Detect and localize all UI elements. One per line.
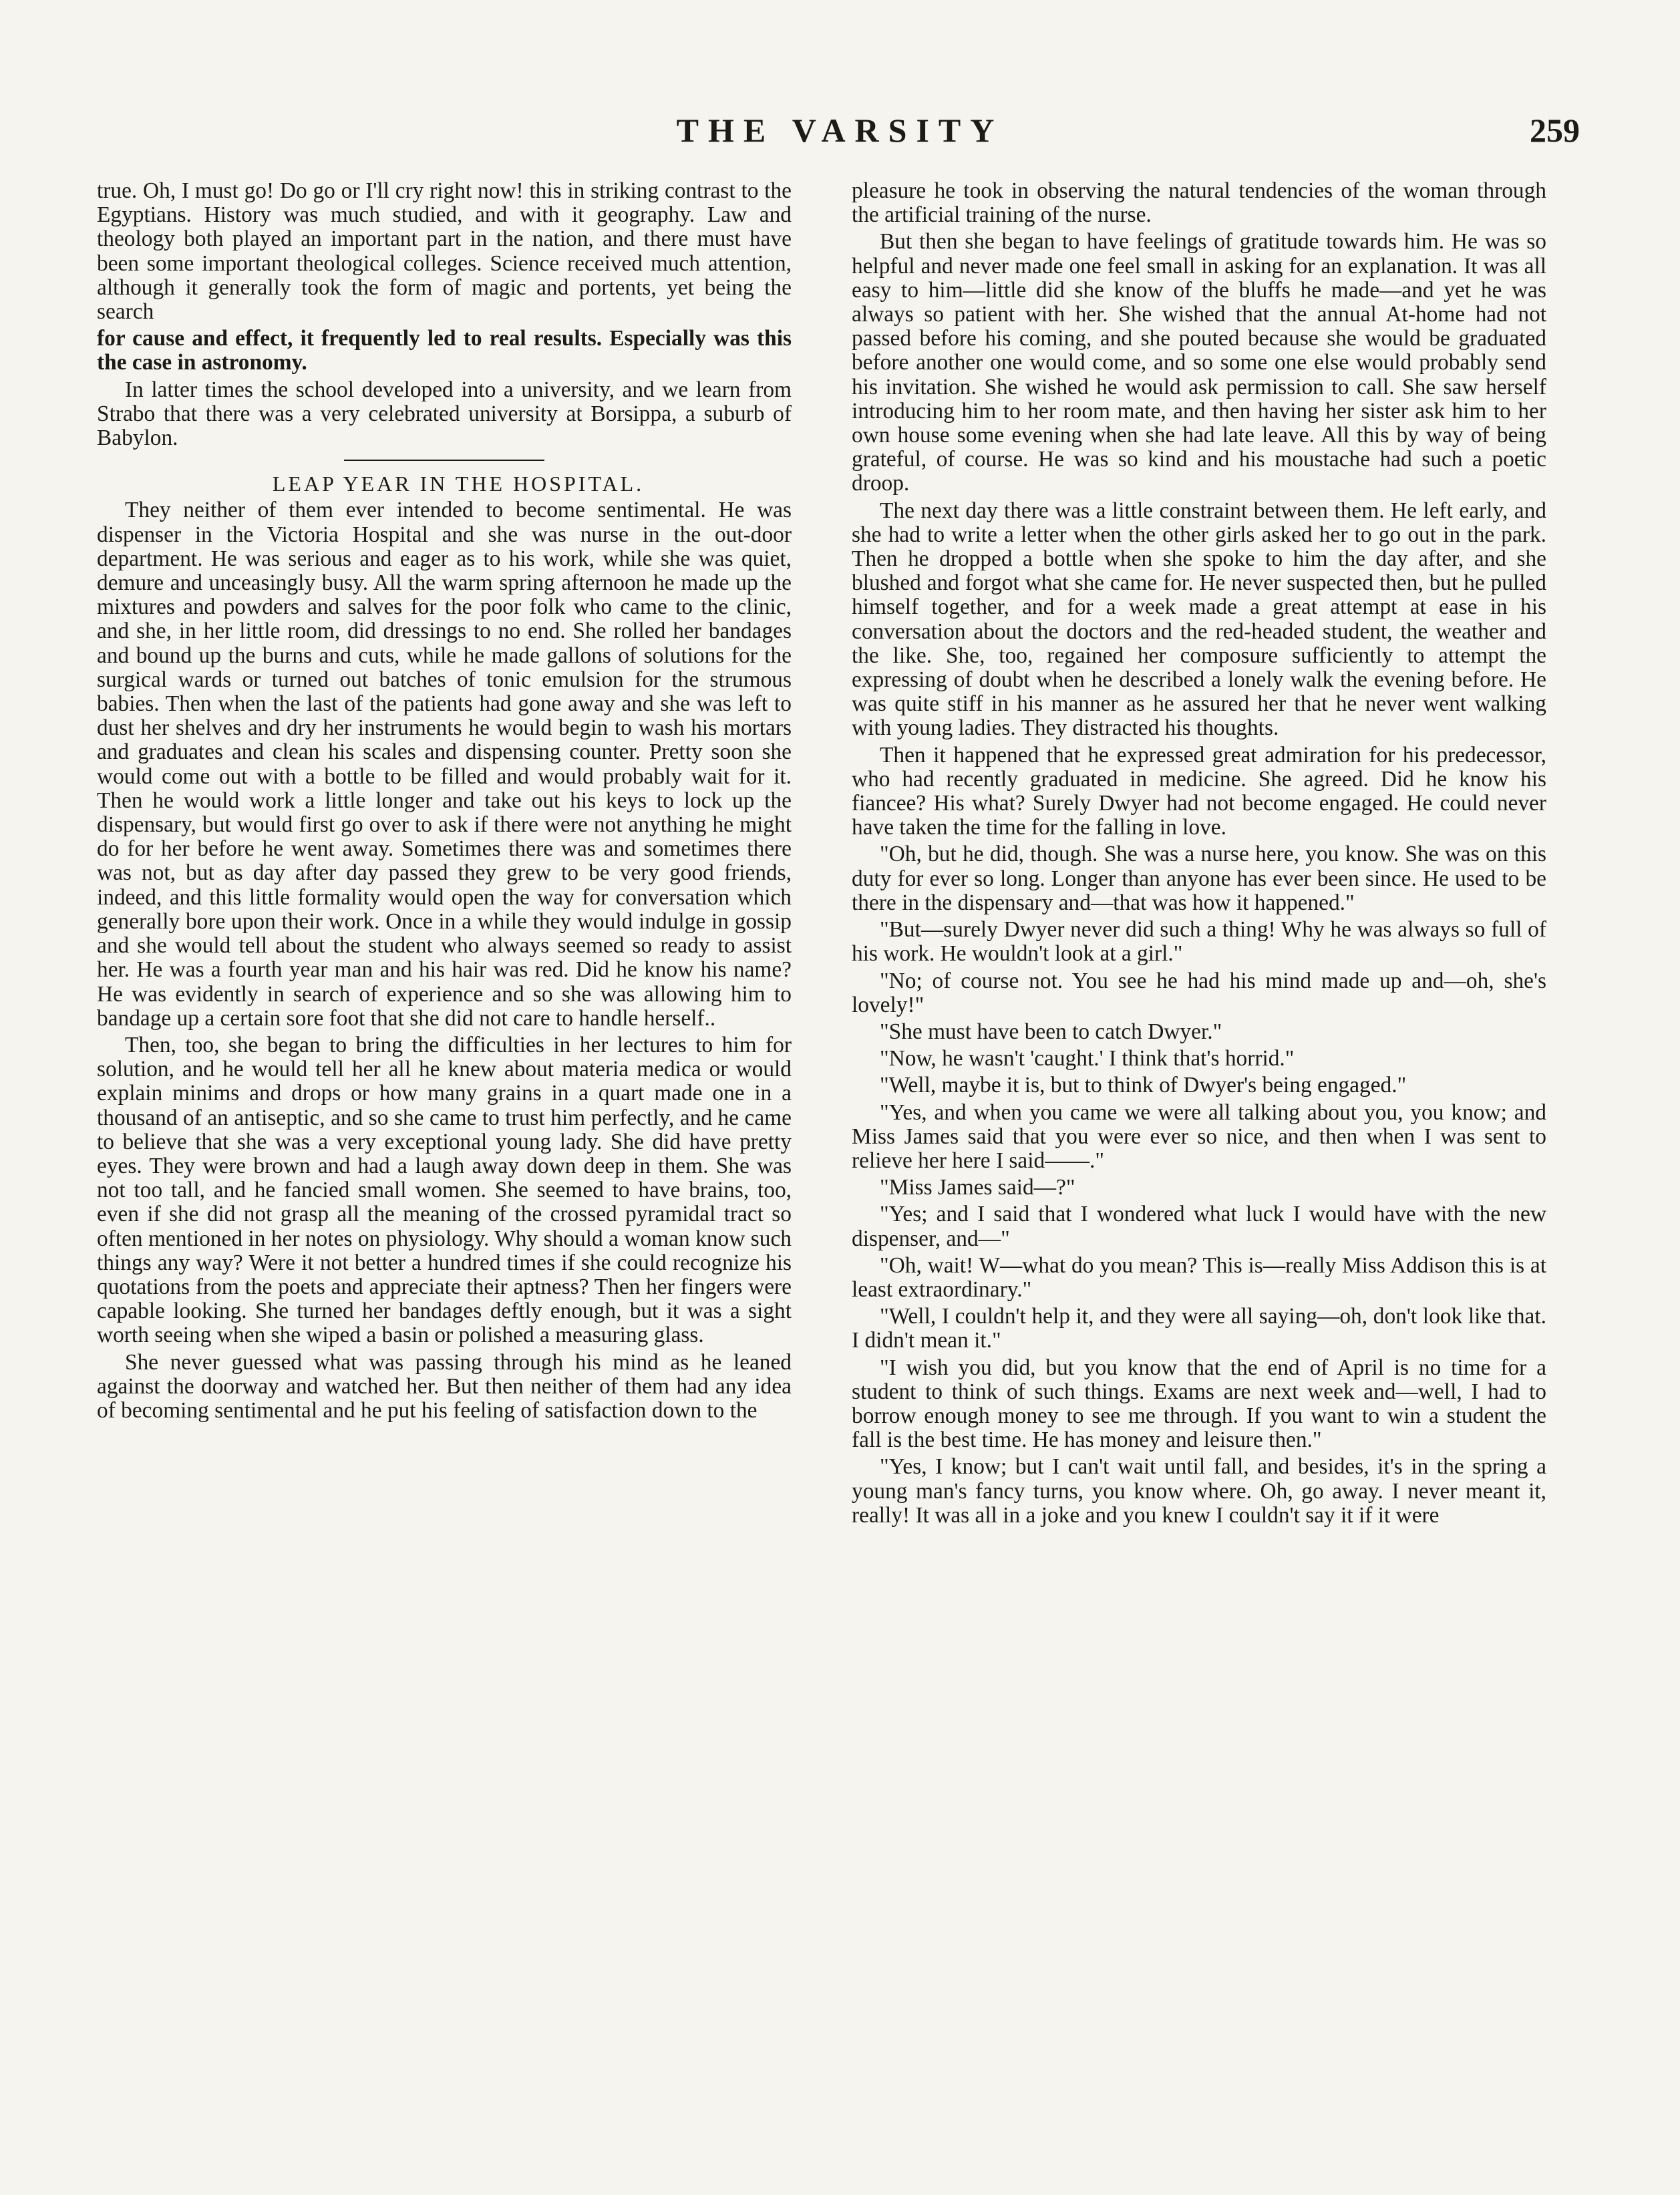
dialogue-paragraph: "She must have been to catch Dwyer." — [880, 1019, 1222, 1044]
dialogue-paragraph: "No; of course not. You see he had his mind made up and—oh, she's lovely!" — [852, 968, 1546, 1017]
story-paragraph: She never guessed what was passing through his mind as he leaned against the doorway and watched her. But then neither of them had any idea of becoming sentimental and he put his feeling of satisfaction down to the — [97, 1349, 792, 1423]
section-divider — [344, 460, 544, 461]
dialogue-paragraph: "But—surely Dwyer never did such a thing! Why he was always so full of his work. He wouldn't look at a girl." — [852, 917, 1546, 967]
bold-sentence: for cause and effect, it frequently led to real results. Especially was this the case in astronomy. — [97, 326, 792, 375]
masthead-title: THE VARSITY — [676, 112, 1004, 149]
page-number: 259 — [1530, 112, 1580, 149]
left-column — [97, 179, 792, 2170]
right-column — [852, 179, 1546, 2170]
dialogue-paragraph: "Oh, wait! W—what do you mean? This is—really Miss Addison this is at least extraordinary." — [852, 1252, 1546, 1302]
dialogue-paragraph: "Yes, I know; but I can't wait until fall, and besides, it's in the spring a young man's fancy turns, you know where. Oh, go away. I never meant it, really! It was all in a joke and you knew I couldn't say it if it were — [852, 1454, 1546, 1528]
continued-paragraph: true. Oh, I must go! Do go or I'll cry right now! this in striking contrast to the Egyptians. History was much studied, and with it geography. Law and theology both played an important part in the nation, and there must have been some important theological colleges. Science received much attention, although it generally took the form of magic and portents, yet being the search — [97, 179, 792, 325]
story-paragraph: They neither of them ever intended to become sentimental. He was dispenser in the Victoria Hospital and she was nurse in the out-door department. He was serious and eager as to his work, while she was quiet, demure and unceasingly busy. All the warm spring afternoon he made up the mixtures and powders and salves for the poor folk who came to the clinic, and she, in her little room, did dressings to no end. She rolled her bandages and bound up the burns and cuts, while he made gallons of solutions for the surgical wards or turned out batches of tonic emulsion for the strumous babies. Then when the last of the patients had gone away and she was left to dust her shelves and dry her instruments he would begin to wash his mortars and graduates and clean his scales and dispensing counter. Pretty soon she would come out with a bottle to be filled and would probably wait for it. Then he would work a little longer and take out his keys to lock up the dispensary, but would first go over to ask if there were not anything he might do for her before he went away. Sometimes there was and sometimes there was not, but as day after day passed they grew to be very good friends, indeed, and this little formality would open the way for conversation which generally bore upon their work. Once in a while they would indulge in gossip and she would tell about the student who always seemed so ready to assist her. He was a fourth year man and his hair was red. Did he know his name? He was evidently in search of experience and so she was allowing him to bandage up a certain sore foot that she did not care to handle herself.. — [97, 498, 792, 1031]
story-paragraph: The next day there was a little constraint between them. He left early, and she had to write a letter when the other girls asked her to go out in the park. Then he dropped a bottle when she spoke to him the day after, and she blushed and forgot what she came for. He never suspected then, but he pulled himself together, and for a week made a great attempt at ease in his conversation about the doctors and the red-headed student, the weather and the like. She, too, regained her composure sufficiently to attempt the expressing of doubt when he described a lonely walk the evening before. He was quite stiff in his manner as he assured her that he never went walking with young ladies. They distracted his thoughts. — [852, 498, 1546, 741]
story-paragraph: But then she began to have feelings of gratitude towards him. He was so helpful and never made one feel small in asking for an explanation. It was all easy to him—little did she know of the bluffs he made—and yet he was always so patient with her. She wished that the annual At-home had not passed before his coming, and she pouted because she would be graduated before another one would come, and so some one else would probably send his invitation. She wished he would ask permission to call. She saw herself introducing him to her room mate, and then having her sister ask him to her own house some evening when she had late leave. All this by way of being grateful, of course. He was so kind and his moustache had such a poetic droop. — [852, 229, 1546, 496]
dialogue-paragraph: "Well, I couldn't help it, and they were all saying—oh, don't look like that. I didn't mean it." — [852, 1304, 1546, 1353]
dialogue-paragraph: "I wish you did, but you know that the end of April is no time for a student to think of such things. Exams are next week and—well, I had to borrow enough money to see me through. If you want to win a student the fall is the best time. He has money and leisure then." — [852, 1355, 1546, 1453]
dialogue-paragraph: "Yes, and when you came we were all talking about you, you know; and Miss James said that you were ever so nice, and then when I was sent to relieve her here I said——." — [852, 1100, 1546, 1173]
continued-paragraph: pleasure he took in observing the natural tendencies of the woman through the artificial training of the nurse. — [852, 179, 1546, 228]
dialogue-paragraph: "Now, he wasn't 'caught.' I think that's horrid." — [880, 1046, 1295, 1071]
story-paragraph: Then it happened that he expressed great admiration for his predecessor, who had recently graduated in medicine. She agreed. Did he know his fiancee? His what? Surely Dwyer had not become engaged. He could never have taken the time for the falling in love. — [852, 742, 1546, 840]
dialogue-paragraph: "Oh, but he did, though. She was a nurse here, you know. She was on this duty for ever so long. Longer than anyone has ever been since. He used to be there in the dispensary and—that was how it happened." — [852, 842, 1546, 915]
section-heading: LEAP YEAR IN THE HOSPITAL. — [272, 472, 645, 496]
story-paragraph: Then, too, she began to bring the difficulties in her lectures to him for solution, and he would tell her all he knew about materia medica or would explain minims and drops or how many grains in a quart made one in a thousand of an antiseptic, and so she came to trust him perfectly, and he came to believe that she was a very exceptional young lady. She did have pretty eyes. They were brown and had a laugh away down deep in them. She was not too tall, and he fancied small women. She seemed to have brains, too, even if she did not grasp all the meaning of the crossed pyramidal tract so often mentioned in her notes on physiology. Why should a woman know such things any way? Were it not better a hundred times if she could recognize his quotations from the poets and appreciate their aptness? Then her fingers were capable looking. She turned her bandages deftly enough, but it was a sight worth seeing when she wiped a basin or polished a measuring glass. — [97, 1032, 792, 1348]
dialogue-paragraph: "Yes; and I said that I wondered what luck I would have with the new dispenser, and—" — [852, 1202, 1546, 1251]
dialogue-paragraph: "Miss James said—?" — [880, 1175, 1075, 1200]
running-head — [0, 107, 1680, 154]
body-paragraph: In latter times the school developed into a university, and we learn from Strabo that there was a very celebrated university at Borsippa, a suburb of Babylon. — [97, 377, 792, 451]
dialogue-paragraph: "Well, maybe it is, but to think of Dwyer's being engaged." — [880, 1073, 1407, 1098]
